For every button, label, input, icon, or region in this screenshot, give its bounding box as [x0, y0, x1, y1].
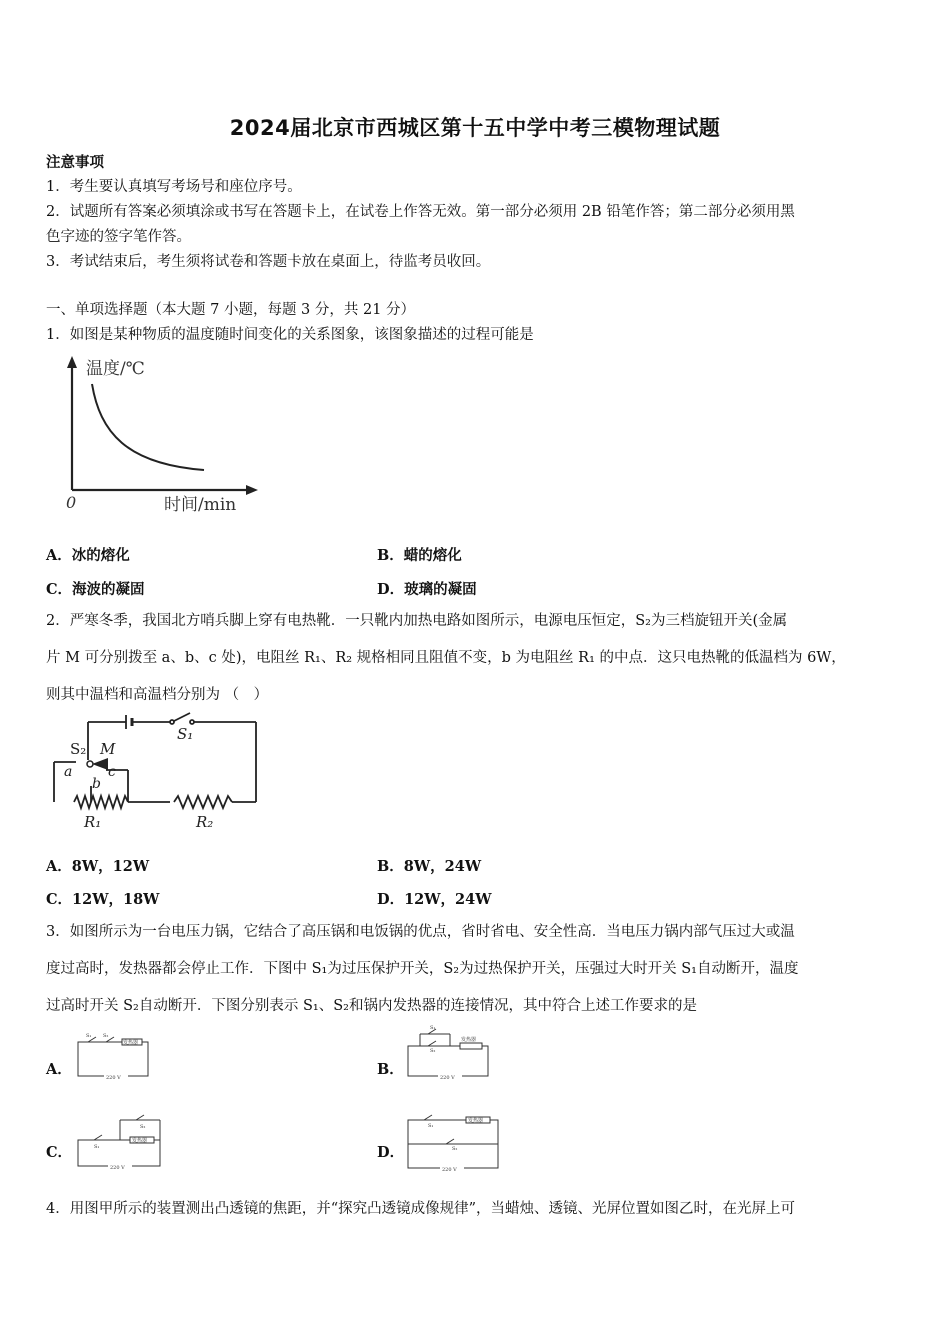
q2-label-m: M [100, 740, 116, 758]
section-heading: 一、单项选择题（本大题 7 小题，每题 3 分，共 21 分） [46, 302, 416, 318]
q2-label-s2: S₂ [70, 740, 87, 758]
q2-stem-line: 则其中温档和高温档分别为 （ ） [46, 687, 269, 703]
q2-stem-line: 片 M 可分别拨至 a、b、c 处)，电阻丝 R₁、R₂ 规格相同且阻值不变，b 为电阻丝 R₁ 的中点．这只电热靴的低温档为 6W， [46, 650, 846, 666]
q2-label-a: a [64, 764, 73, 780]
q3c-voltage: 220 V [110, 1165, 125, 1171]
q3-stem-line: 度过高时，发热器都会停止工作．下图中 S₁为过压保护开关，S₂为过热保护开关，压强过大时开关 S₁自动断开，温度 [46, 961, 799, 977]
q2-label-r1: R₁ [84, 813, 102, 831]
q2-option-c[interactable]: C．12W，18W [46, 891, 160, 908]
q1-option-c[interactable]: C．海波的凝固 [46, 581, 145, 598]
q2-circuit-diagram [46, 712, 266, 837]
q3-option-c[interactable]: C． [46, 1144, 73, 1161]
q3b-heater: 发热器 [461, 1037, 477, 1043]
q2-option-b[interactable]: B．8W，24W [377, 858, 482, 875]
q3-circuit-d [406, 1110, 502, 1172]
q3a-heater: 发热器 [123, 1040, 139, 1046]
q2-label-b: b [92, 776, 101, 792]
q1-option-a[interactable]: A．冰的熔化 [46, 547, 130, 564]
q3-option-b[interactable]: B． [377, 1061, 404, 1078]
q2-label-s1: S₁ [177, 725, 194, 743]
notice-item: 2．试题所有答案必须填涂或书写在答题卡上，在试卷上作答无效。第一部分必须用 2B 铅笔作答；第二部分必须用黑 [46, 204, 795, 220]
graph-origin: 0 [66, 493, 77, 512]
q1-stem: 1．如图是某种物质的温度随时间变化的关系图象，该图象描述的过程可能是 [46, 327, 534, 343]
q3d-s1: S₁ [428, 1123, 434, 1129]
q3a-s2: S₂ [103, 1033, 109, 1039]
q3c-heater: 发热器 [132, 1138, 148, 1144]
q2-option-d[interactable]: D．12W，24W [377, 891, 492, 908]
q2-option-a[interactable]: A．8W，12W [46, 858, 150, 875]
page-title: 2024届北京市西城区第十五中学中考三模物理试题 [229, 116, 721, 140]
q1-temperature-graph [46, 352, 266, 522]
notice-item: 色字迹的签字笔作答。 [46, 229, 191, 245]
q3a-s1: S₁ [86, 1033, 92, 1039]
q3-stem-line: 3．如图所示为一台电压力锅，它结合了高压锅和电饭锅的优点，省时省电、安全性高．当电压力锅内部气压过大或温 [46, 924, 795, 940]
q3d-heater: 发热器 [468, 1118, 484, 1124]
q3-circuit-b [406, 1024, 492, 1080]
q1-option-b[interactable]: B．蜡的熔化 [377, 547, 462, 564]
q3c-s2: S₂ [140, 1124, 146, 1130]
q3c-s1: S₁ [94, 1144, 100, 1150]
q2-stem-line: 2．严寒冬季，我国北方哨兵脚上穿有电热靴．一只靴内加热电路如图所示，电源电压恒定，S₂为三档旋钮开关(金属 [46, 613, 788, 629]
notice-heading: 注意事项 [46, 154, 104, 171]
notice-item: 3．考试结束后，考生须将试卷和答题卡放在桌面上，待监考员收回。 [46, 254, 491, 270]
q3d-voltage: 220 V [442, 1167, 457, 1173]
graph-xlabel: 时间/min [164, 495, 237, 515]
q3-circuit-a [76, 1030, 156, 1082]
q3b-s1: S₁ [430, 1025, 436, 1031]
q4-stem: 4．用图甲所示的装置测出凸透镜的焦距，并“探究凸透镜成像规律”，当蜡烛、透镜、光屏位置如图乙时，在光屏上可 [46, 1201, 796, 1217]
graph-ylabel: 温度/℃ [86, 359, 145, 379]
q3b-s2: S₂ [430, 1048, 436, 1054]
q1-option-d[interactable]: D．玻璃的凝固 [377, 581, 477, 598]
q3-option-a[interactable]: A． [46, 1061, 72, 1078]
q3d-s2: S₂ [452, 1146, 458, 1152]
q3-option-d[interactable]: D． [377, 1144, 405, 1161]
q2-label-c: c [108, 764, 116, 780]
q3b-voltage: 220 V [440, 1075, 455, 1081]
q2-label-r2: R₂ [196, 813, 214, 831]
q3-circuit-c [76, 1110, 166, 1170]
q3-stem-line: 过高时开关 S₂自动断开．下图分别表示 S₁、S₂和锅内发热器的连接情况，其中符合上述工作要求的是 [46, 998, 697, 1014]
q3a-voltage: 220 V [106, 1075, 121, 1081]
notice-item: 1．考生要认真填写考场号和座位序号。 [46, 179, 302, 195]
